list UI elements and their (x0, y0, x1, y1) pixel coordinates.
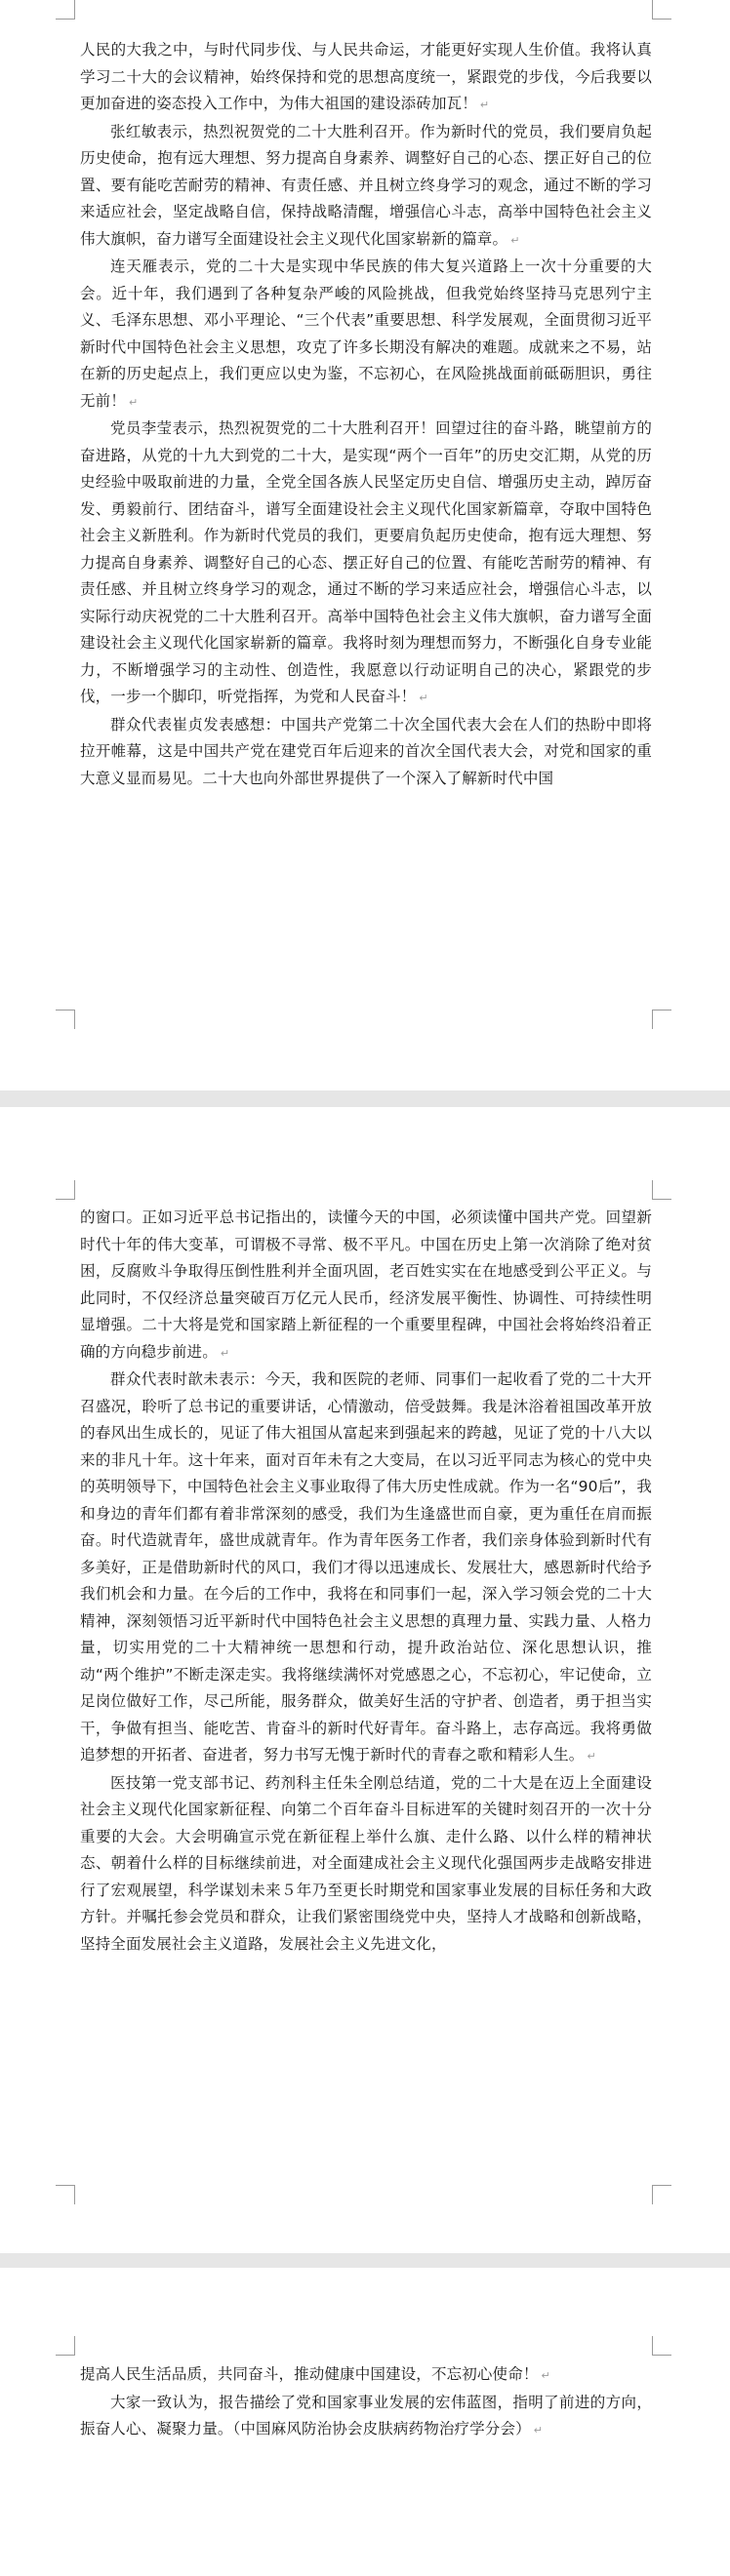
crop-mark-top-right (652, 0, 671, 20)
paragraph-text: 连天雁表示，党的二十大是实现中华民族的伟大复兴道路上一次十分重要的大会。近十年，我们遇到了各种复杂严峻的风险挑战，但我党始终坚持马克思列宁主义、毛泽东思想、邓小平理论、“三个代表”重要思想、科学发展观，全面贯彻习近平新时代中国特色社会主义思想，攻克了许多长期没有解决的难题。成就来之不易，站在新的历史起点上，我们更应以史为鉴，不忘初心，在风险挑战面前砥砺胆识，勇往无前！ (80, 258, 652, 410)
document-page-1 (0, 0, 730, 1090)
paragraph (80, 254, 652, 416)
page-body-text[interactable] (80, 2361, 652, 2444)
paragraph-text: 群众代表时歆未表示：今天，我和医院的老师、同事们一起收看了党的二十大开召盛况，聆听了总书记的重要讲话，心情激动，倍受鼓舞。我是沐浴着祖国改革开放的春风出生成长的，见证了伟大祖国从富起来到强起来的跨越，见证了党的十八大以来的非凡十年。这十年来，面对百年未有之大变局，在以习近平同志为核心的党中央的英明领导下，中国特色社会主义事业取得了伟大历史性成就。作为一名“90后”，我和身边的青年们都有着非常深刻的感受，我们为生逢盛世而自豪，更为重任在肩而振奋。时代造就青年，盛世成就青年。作为青年医务工作者，我们亲身体验到新时代有多美好，正是借助新时代的风口，我们才得以迅速成长、发展壮大，感恩新时代给予我们机会和力量。在今后的工作中，我将在和同事们一起，深入学习领会党的二十大精神，深刻领悟习近平新时代中国特色社会主义思想的真理力量、实践力量、人格力量，切实用党的二十大精神统一思想和行动，提升政治站位、深化思想认识，推动“两个维护”不断走深走实。我将继续满怀对党感恩之心，不忘初心，牢记使命，立足岗位做好工作，尽己所能，服务群众，做美好生活的守护者、创造者，勇于担当实干，争做有担当、能吃苦、肯奋斗的新时代好青年。奋斗路上，志存高远。我将勇做追梦想的开拓者、奋进者，努力书写无愧于新时代的青春之歌和精彩人生。 (80, 1370, 652, 1764)
crop-mark-bottom-left (56, 1010, 75, 1029)
crop-mark-top-right (652, 1180, 671, 1200)
paragraph-mark-icon: ↵ (128, 395, 139, 409)
paragraph-text: 医技第一党支部书记、药剂科主任朱全刚总结道，党的二十大是在迈上全面建设社会主义现代化国家新征程、向第二个百年奋斗目标进军的关键时刻召开的一次十分重要的大会。大会明确宣示党在新征程上举什么旗、走什么路、以什么样的精神状态、朝着什么样的目标继续前进，对全面建成社会主义现代化强国两步走战略安排进行了宏观展望，科学谋划未来５年乃至更长时期党和国家事业发展的目标任务和大政方针。并嘱托参会党员和群众，让我们紧密围绕党中央，坚持人才战略和创新战略，坚持全面发展社会主义道路，发展社会主义先进文化， (80, 1773, 652, 1953)
paragraph-mark-icon: ↵ (419, 692, 428, 704)
page-body-text[interactable] (80, 1205, 652, 1958)
paragraph-text: 提高人民生活品质，共同奋斗，推动健康中国建设，不忘初心使命！ (80, 2365, 539, 2383)
paragraph-mark-icon: ↵ (510, 233, 520, 247)
crop-mark-bottom-right (652, 2185, 671, 2204)
crop-mark-top-left (56, 2336, 75, 2356)
paragraph-text: 的窗口。正如习近平总书记指出的，读懂今天的中国，必须读懂中国共产党。回望新时代十年的伟大变革，可谓极不寻常、极不平凡。中国在历史上第一次消除了绝对贫困，反腐败斗争取得压倒性胜利并全面巩固，老百姓实实在在地感受到公平正义。与此同时，不仅经济总量突破百万亿元人民币，经济发展平衡性、协调性、可持续性明显增强。二十大将是党和国家踏上新征程的一个重要里程碑，中国社会将始终沿着正确的方向稳步前进。 (80, 1209, 652, 1361)
paragraph-text: 人民的大我之中，与时代同步伐、与人民共命运，才能更好实现人生价值。我将认真学习二十大的会议精神，始终保持和党的思想高度统一，紧跟党的步伐，今后我要以更加奋进的姿态投入工作中，为伟大祖国的建设添砖加瓦！ (80, 41, 652, 112)
page-body-text[interactable] (80, 37, 652, 792)
document-page-2 (0, 1107, 730, 2253)
paragraph-text: 张红敏表示，热烈祝贺党的二十大胜利召开。作为新时代的党员，我们要肩负起历史使命，抱有远大理想、努力提高自身素养、调整好自己的心态、摆正好自己的位置、要有能吃苦耐劳的精神、有责任感、并且树立终身学习的观念，通过不断的学习来适应社会，坚定战略自信，保持战略清醒，增强信心斗志，高举中国特色社会主义伟大旗帜，奋力谱写全面建设社会主义现代化国家崭新的篇章。 (80, 122, 652, 248)
paragraph (80, 416, 652, 712)
crop-mark-top-right (652, 2336, 671, 2356)
paragraph (80, 37, 652, 119)
paragraph-mark-icon: ↵ (587, 1750, 596, 1763)
paragraph-mark-icon: ↵ (541, 2369, 550, 2382)
paragraph (80, 1205, 652, 1367)
paragraph (80, 119, 652, 255)
crop-mark-top-left (56, 0, 75, 20)
paragraph-text: 群众代表崔贞发表感想：中国共产党第二十次全国代表大会在人们的热盼中即将拉开帷幕，这是中国共产党在建党百年后迎来的首次全国代表大会，对党和国家的重大意义显而易见。二十大也向外部世界提供了一个深入了解新时代中国 (80, 715, 652, 787)
paragraph-text: 大家一致认为，报告描绘了党和国家事业发展的宏伟蓝图，指明了前进的方向，振奋人心、凝聚力量。（中国麻风防治协会皮肤病药物治疗学分会） (80, 2393, 652, 2437)
paragraph (80, 1770, 652, 1959)
paragraph (80, 712, 652, 793)
paragraph-text: 党员李莹表示，热烈祝贺党的二十大胜利召开！回望过往的奋斗路，眺望前方的奋进路，从党的十九大到党的二十大，是实现“两个一百年”的历史交汇期，从党的历史经验中吸取前进的力量，全党全国各族人民坚定历史自信、增强历史主动，踔厉奋发、勇毅前行、团结奋斗，谱写全面建设社会主义现代化国家新篇章，夺取中国特色社会主义新胜利。作为新时代党员的我们，更要肩负起历史使命，抱有远大理想、努力提高自身素养、调整好自己的心态、摆正好自己的位置、有能吃苦耐劳的精神、有责任感、并且树立终身学习的观念，通过不断的学习来适应社会，增强信心斗志，以实际行动庆祝党的二十大胜利召开。高举中国特色社会主义伟大旗帜，奋力谱写全面建设社会主义现代化国家崭新的篇章。我将时刻为理想而努力，不断强化自身专业能力，不断增强学习的主动性、创造性，我愿意以行动证明自己的决心，紧跟党的步伐，一步一个脚印，听党指挥，为党和人民奋斗！ (80, 419, 652, 705)
paragraph-mark-icon: ↵ (479, 99, 490, 111)
document-page-3 (0, 2268, 730, 2576)
crop-mark-bottom-right (652, 1010, 671, 1029)
paragraph (80, 2361, 652, 2390)
crop-mark-bottom-left (56, 2185, 75, 2204)
paragraph-mark-icon: ↵ (533, 2424, 544, 2437)
crop-mark-top-left (56, 1180, 75, 1200)
paragraph (80, 1367, 652, 1770)
paragraph-mark-icon: ↵ (220, 1346, 230, 1360)
paragraph (80, 2390, 652, 2444)
